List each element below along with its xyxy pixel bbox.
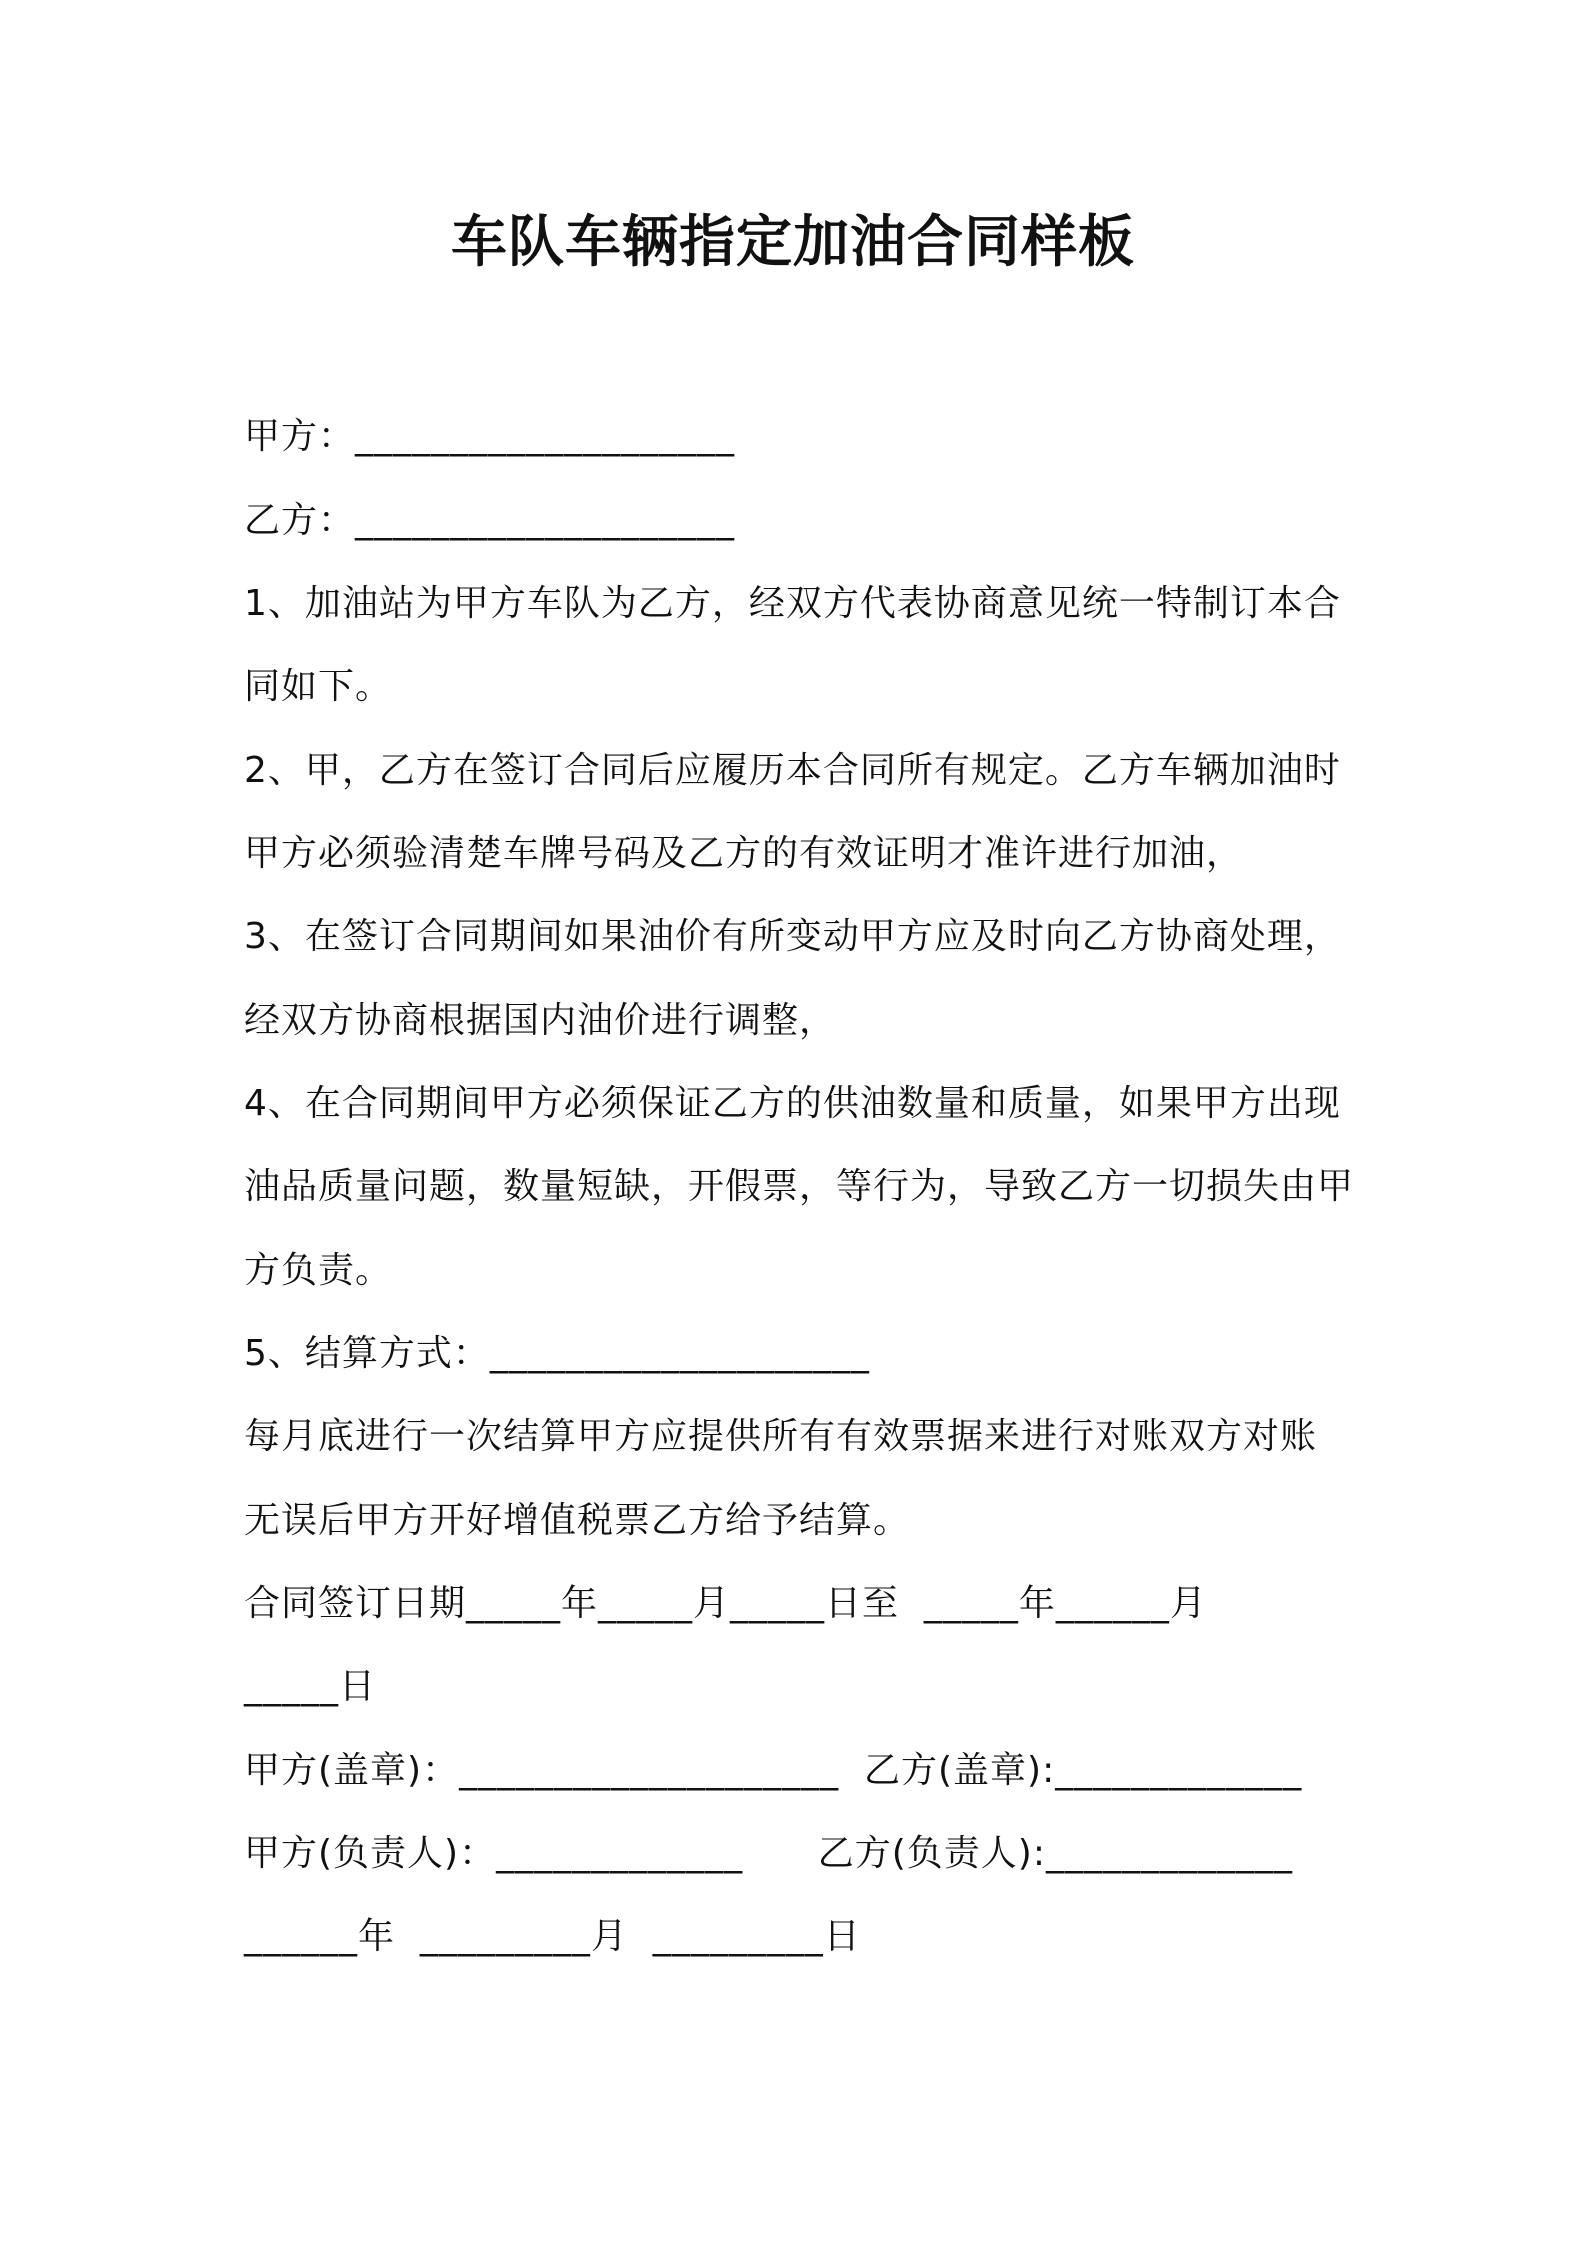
- clause-4-line-1: 4、在合同期间甲方必须保证乙方的供油数量和质量，如果甲方出现: [244, 1083, 1341, 1124]
- settlement-line-1: 每月底进行一次结算甲方应提供所有有效票据来进行对账双方对账: [244, 1416, 1318, 1457]
- clause-3-line-1: 3、在签订合同期间如果油价有所变动甲方应及时向乙方协商处理，: [244, 916, 1341, 957]
- signing-date-line-1: 合同签订日期_____年_____月_____日至 _____年______月: [244, 1583, 1207, 1624]
- document-title: 车队车辆指定加油合同样板: [451, 210, 1135, 275]
- clause-1-line-2: 同如下。: [244, 666, 393, 707]
- signing-date-line-2: _____日: [244, 1666, 377, 1707]
- clause-3-line-2: 经双方协商根据国内油价进行调整，: [244, 1000, 837, 1041]
- clause-2-line-1: 2、甲，乙方在签订合同后应履历本合同所有规定。乙方车辆加油时: [244, 750, 1341, 791]
- party-b-line: 乙方：____________________: [244, 500, 736, 541]
- clause-1-line-1: 1、加油站为甲方车队为乙方，经双方代表协商意见统一特制订本合: [244, 583, 1341, 624]
- clause-5-line: 5、结算方式：____________________: [244, 1333, 870, 1374]
- party-a-line: 甲方：____________________: [244, 416, 736, 457]
- seal-line: 甲方(盖章)：____________________ 乙方(盖章):_____________: [244, 1750, 1303, 1791]
- date-line: ______年 _________月 _________日: [244, 1916, 861, 1957]
- responsible-person-line: 甲方(负责人)：_____________ 乙方(负责人):_____________: [244, 1833, 1293, 1874]
- clause-4-line-2: 油品质量问题，数量短缺，开假票，等行为，导致乙方一切损失由甲: [244, 1166, 1355, 1207]
- clause-2-line-2: 甲方必须验清楚车牌号码及乙方的有效证明才准许进行加油，: [244, 833, 1244, 874]
- clause-4-line-3: 方负责。: [244, 1250, 393, 1291]
- settlement-line-2: 无误后甲方开好增值税票乙方给予结算。: [244, 1500, 911, 1541]
